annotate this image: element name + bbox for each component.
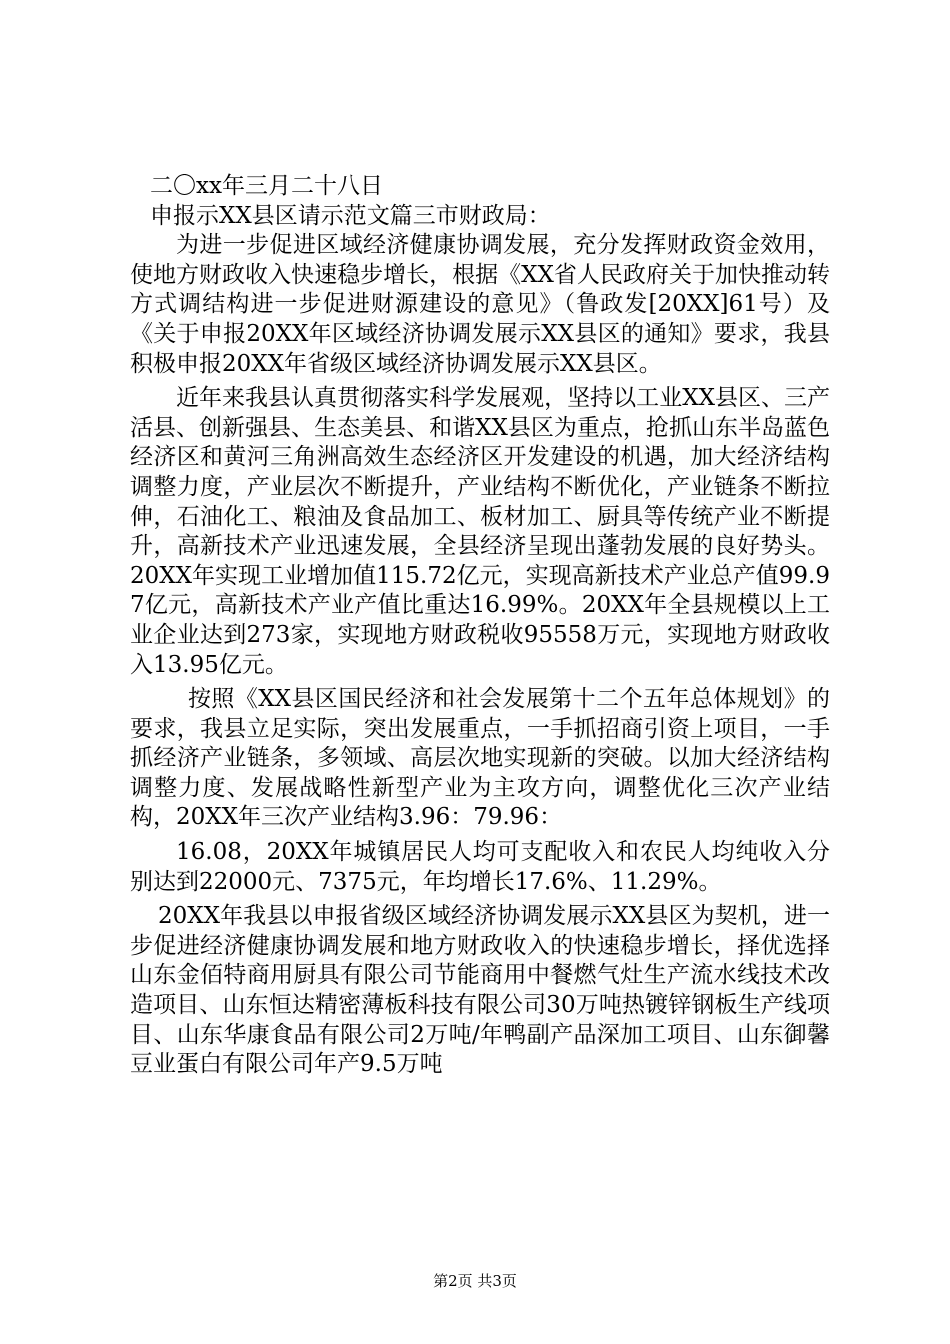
document-date: 二〇xx年三月二十八日 — [150, 173, 383, 199]
paragraph-5: 20XX年我县以申报省级区域经济协调发展示XX县区为契机，进一步促进经济健康协调发展和地方财政收入的快速稳步增长，择优选择山东金佰特商用厨具有限公司节能商用中餐燃气灶生产流水线技术改造项目、山东恒达精密薄板科技有限公司30万吨热镀锌钢板生产线项目、山东华康食品有限公司2万吨/年鸭副产品深加工项目、山东御馨豆业蛋白有限公司年产9.5万吨 — [130, 903, 830, 1078]
paragraph-2: 近年来我县认真贯彻落实科学发展观，坚持以工业XX县区、三产活县、创新强县、生态美县、和谐XX县区为重点，抢抓山东半岛蓝色经济区和黄河三角洲高效生态经济区开发建设的机遇，加大经济结构调整力度，产业层次不断提升，产业结构不断优化，产业链条不断拉伸，石油化工、粮油及食品加工、板材加工、厨具等传统产业不断提升，高新技术产业迅速发展，全县经济呈现出蓬勃发展的良好势头。20XX年实现工业增加值115.72亿元，实现高新技术产业总产值99.97亿元，高新技术产业产值比重达16.99%。20XX年全县规模以上工业企业达到273家，实现地方财政税收95558万元，实现地方财政收入13.95亿元。 — [130, 385, 830, 678]
page-footer: 第2页 共3页 — [433, 1272, 517, 1290]
paragraph-4: 16.08，20XX年城镇居民人均可支配收入和农民人均纯收入分别达到22000元、7375元，年均增长17.6%、11.29%。 — [130, 839, 830, 895]
paragraph-1: 为进一步促进区域经济健康协调发展，充分发挥财政资金效用，使地方财政收入快速稳步增长，根据《XX省人民政府关于加快推动转方式调结构进一步促进财源建设的意见》（鲁政发[20XX]61号）及《关于申报20XX年区域经济协调发展示XX县区的通知》要求，我县积极申报20XX年省级区域经济协调发展示XX县区。 — [130, 232, 830, 377]
document-heading: 申报示XX县区请示范文篇三市财政局： — [150, 202, 551, 229]
document-body — [130, 172, 830, 1080]
paragraph-3: 按照《XX县区国民经济和社会发展第十二个五年总体规划》的要求，我县立足实际，突出发展重点，一手抓招商引资上项目，一手抓经济产业链条，多领域、高层次地实现新的突破。以加大经济结构调整力度、发展战略性新型产业为主攻方向，调整优化三次产业结构，20XX年三次产业结构3.96：79.96： — [130, 686, 830, 831]
